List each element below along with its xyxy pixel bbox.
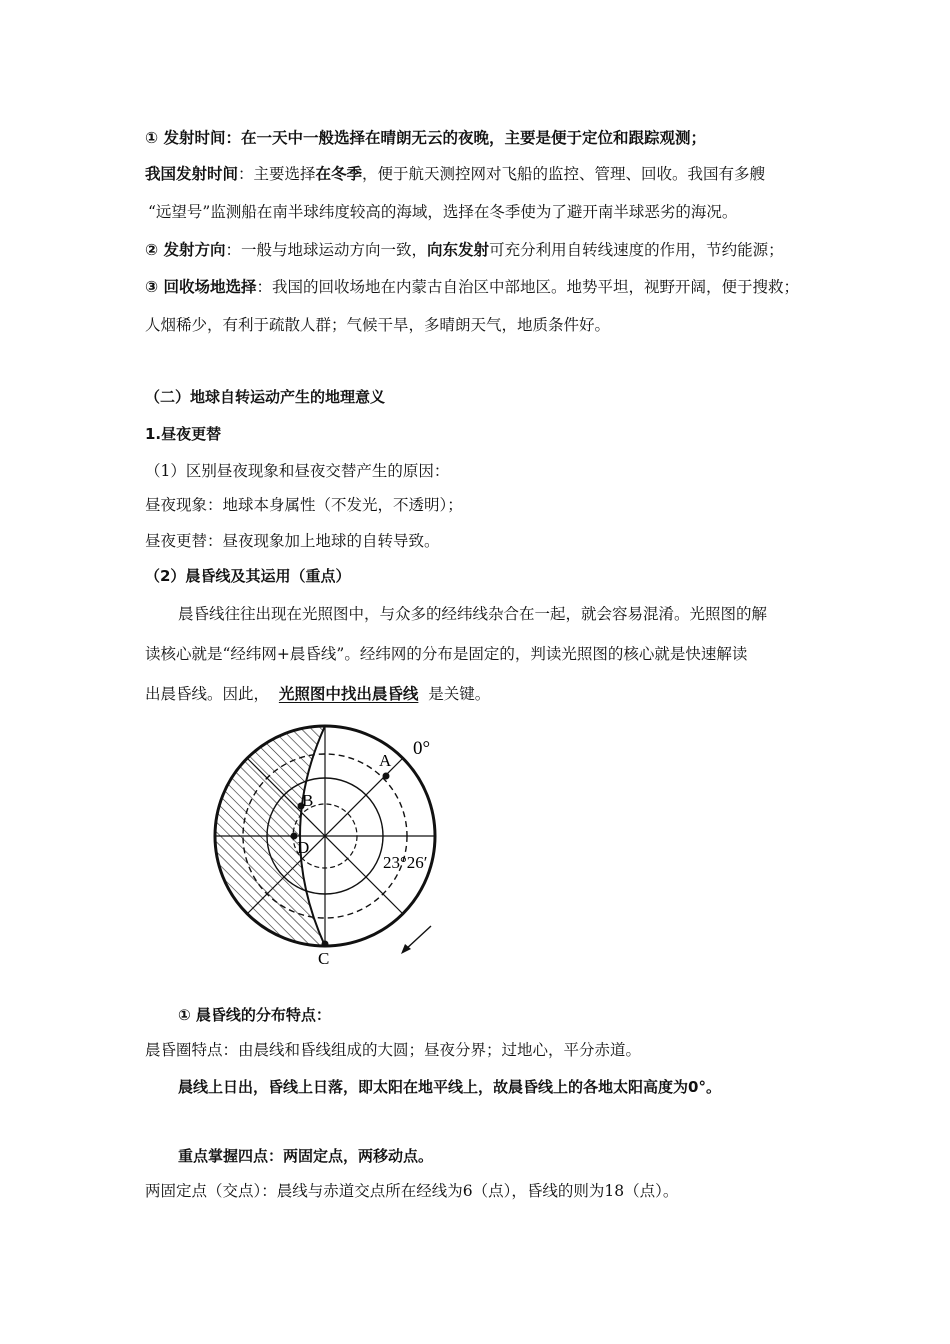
- subsection-day-night: 1.昼夜更替: [145, 425, 222, 443]
- launch-direction-bold: 向东发射: [427, 241, 490, 259]
- china-launch-time-bold: 在冬季: [315, 165, 363, 183]
- label-a: A: [379, 751, 392, 770]
- paragraph-line-3: [145, 684, 490, 704]
- point-c: [322, 941, 329, 948]
- paragraph-line-3-post: 是关键。: [428, 685, 491, 703]
- sunrise-sunset-rule: 晨线上日出，昏线上日落，即太阳在地平线上，故晨昏线上的各地太阳高度为0°。: [178, 1078, 721, 1096]
- terminator-circle-features: 晨昏圈特点：由晨线和昏线组成的大圆；昼夜分界；过地心，平分赤道。: [145, 1041, 642, 1059]
- launch-direction: [145, 240, 784, 260]
- day-night-phenomenon: 昼夜现象：地球本身属性（不发光，不透明）；: [145, 496, 463, 514]
- label-b: B: [302, 791, 314, 810]
- recovery-site-label: ③ 回收场地选择: [145, 278, 257, 296]
- launch-direction-pre: ：一般与地球运动方向一致，: [225, 241, 428, 259]
- paragraph-line-3-pre: 出晨昏线。因此，: [145, 685, 270, 703]
- china-launch-time-post: ，便于航天测控网对飞船的监控、管理、回收。我国有多艘: [362, 165, 766, 183]
- point-a: [383, 773, 390, 780]
- section-heading: （二）地球自转运动产生的地理意义: [145, 388, 386, 406]
- recovery-site: [145, 277, 799, 297]
- rotation-arrow: [401, 926, 431, 954]
- paragraph-line-2: 读核心就是“经纬网+晨昏线”。经纬网的分布是固定的，判读光照图的核心就是快速解读: [145, 645, 748, 663]
- china-launch-time: [145, 164, 765, 184]
- launch-direction-post: 可充分利用自转线速度的作用，节约能源；: [489, 241, 784, 259]
- label-c: C: [318, 949, 330, 968]
- launch-time-rule: ① 发射时间：在一天中一般选择在晴朗无云的夜晚，主要是便于定位和跟踪观测；: [145, 129, 707, 147]
- label-0-degree: 0°: [413, 738, 431, 759]
- recovery-site-line2: 人烟稀少，有利于疏散人群；气候干旱，多晴朗天气，地质条件好。: [145, 316, 611, 334]
- illumination-diagram: [205, 722, 455, 972]
- label-d: D: [297, 838, 310, 857]
- item-2: （2）晨昏线及其运用（重点）: [145, 567, 351, 585]
- china-launch-time-line2: “远望号”监测船在南半球纬度较高的海域，选择在冬季使为了避开南半球恶劣的海况。: [148, 203, 738, 221]
- china-launch-time-label: 我国发射时间: [145, 165, 239, 183]
- key-phrase: 光照图中找出晨昏线: [278, 685, 419, 703]
- meridians: [215, 726, 435, 946]
- label-latitude: 23°26′: [383, 853, 428, 872]
- fixed-points: 两固定点（交点）：晨线与赤道交点所在经线为6（点），昏线的则为18（点）。: [145, 1182, 679, 1200]
- day-night-alternation: 昼夜更替：昼夜现象加上地球的自转导致。: [145, 532, 440, 550]
- paragraph-line-1: 晨昏线往往出现在光照图中，与众多的经纬线杂合在一起，就会容易混淆。光照图的解: [178, 605, 768, 623]
- china-launch-time-pre: ：主要选择: [238, 165, 316, 183]
- recovery-site-text: ：我国的回收场地在内蒙古自治区中部地区。地势平坦，视野开阔，便于搜救；: [256, 278, 800, 296]
- launch-direction-label: ② 发射方向: [145, 241, 226, 259]
- features-heading: ① 晨昏线的分布特点：: [178, 1006, 331, 1024]
- item-1: （1）区别昼夜现象和昼夜交替产生的原因：: [145, 462, 450, 480]
- key-points: 重点掌握四点：两固定点，两移动点。: [178, 1147, 434, 1165]
